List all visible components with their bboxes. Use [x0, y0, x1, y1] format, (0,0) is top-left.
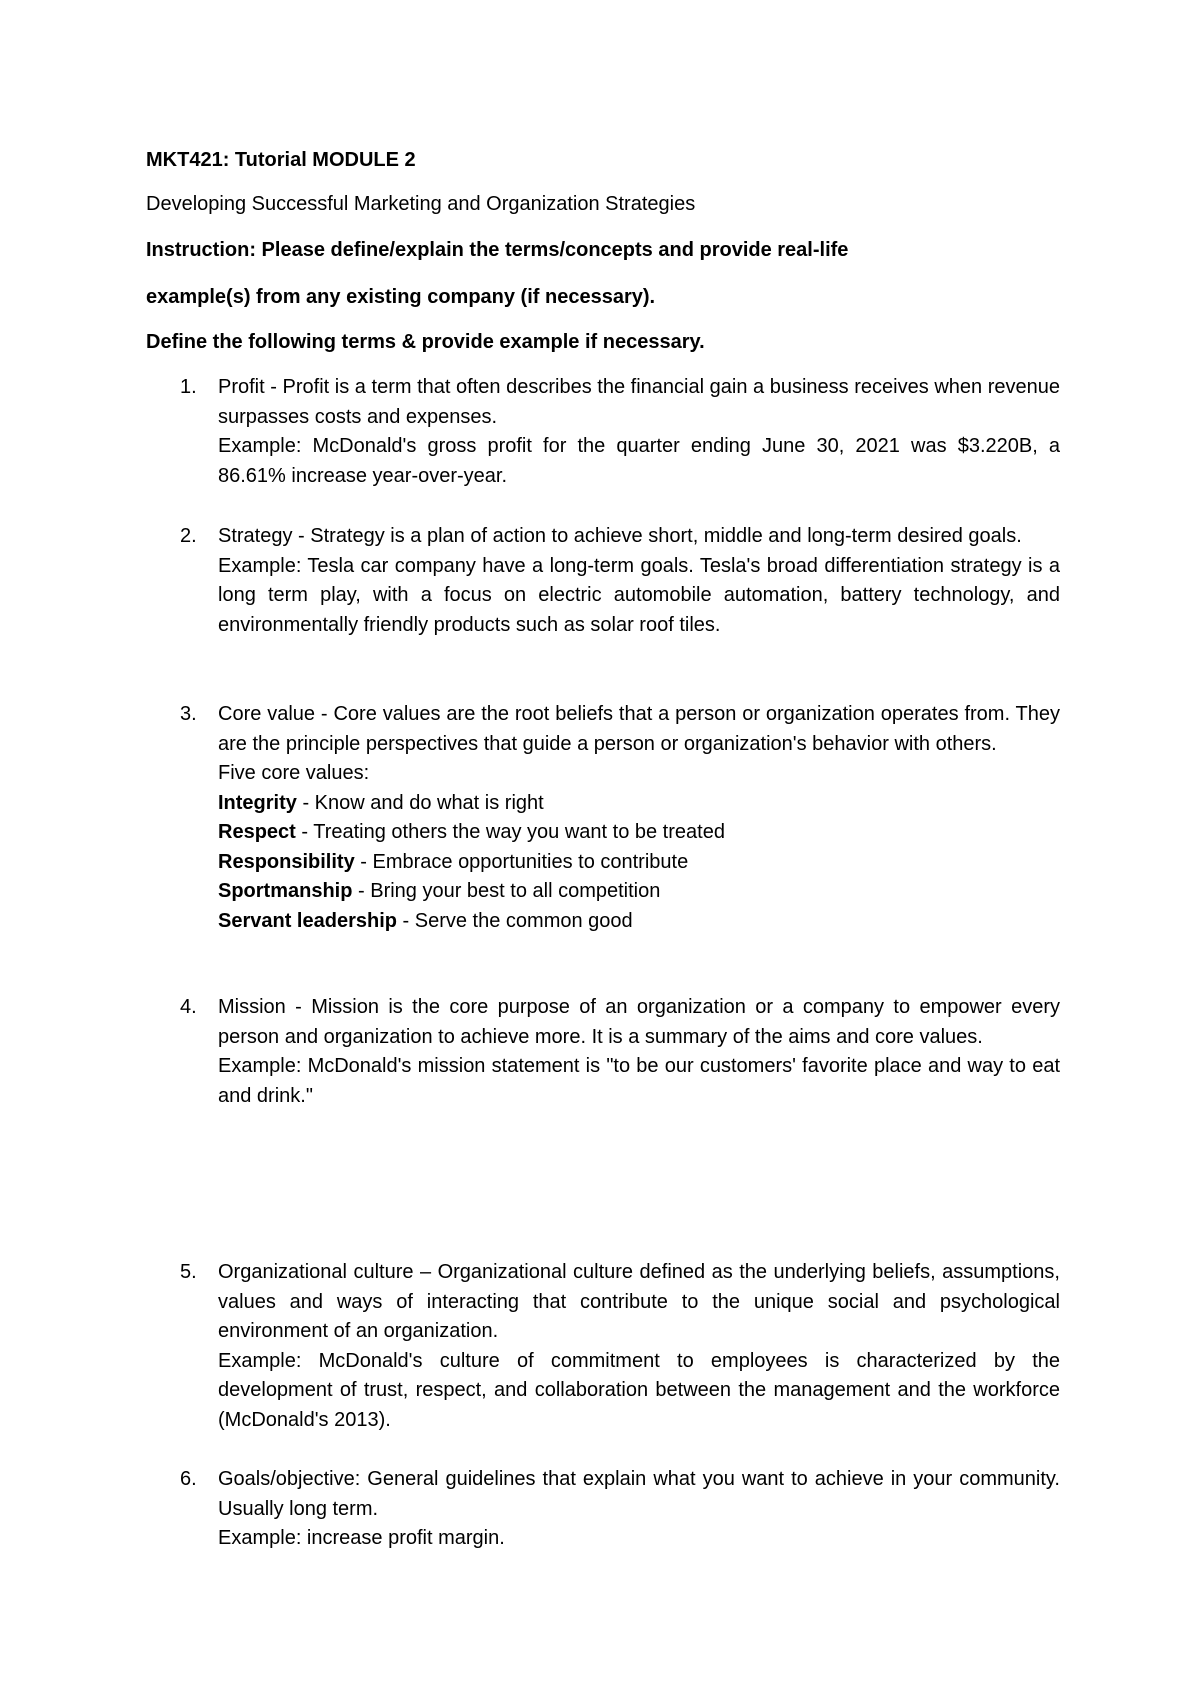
core-value-desc: - Embrace opportunities to contribute: [354, 850, 689, 873]
list-item: [180, 522, 1060, 640]
core-values-heading: Five core values:: [218, 762, 370, 784]
list-item: [180, 1258, 1060, 1435]
core-value-desc: - Know and do what is right: [296, 791, 544, 814]
item-definition: Goals/objective: General guidelines that explain what you want to achieve in your community. Usually long term.: [218, 1468, 1060, 1520]
item-definition: Profit - Profit is a term that often describes the financial gain a business receives when revenue surpasses costs and expenses.: [218, 376, 1060, 428]
item-number: 6.: [180, 1468, 197, 1490]
item-number: 4.: [180, 996, 197, 1018]
list-item: [180, 1465, 1060, 1554]
item-number: 5.: [180, 1261, 197, 1283]
core-value-term: Servant leadership: [218, 909, 397, 932]
list-item: [180, 373, 1060, 491]
list-item: [180, 993, 1060, 1111]
item-definition: Organizational culture – Organizational culture defined as the underlying beliefs, assumptions, values and ways of interacting that contribute to the unique social and psychological environment of an organization.: [218, 1261, 1060, 1342]
core-value-term: Responsibility: [218, 850, 355, 873]
core-value-term: Integrity: [218, 791, 297, 814]
item-example: Example: McDonald's gross profit for the quarter ending June 30, 2021 was $3.220B, a 86.61% increase year-over-year.: [218, 435, 1060, 487]
item-definition: Mission - Mission is the core purpose of an organization or a company to empower every person and organization to achieve more. It is a summary of the aims and core values.: [218, 996, 1060, 1048]
core-value-responsibility: [218, 848, 1060, 878]
core-value-servant-leadership: [218, 907, 1060, 937]
item-number: 2.: [180, 525, 197, 547]
document-title: MKT421: Tutorial MODULE 2: [146, 149, 416, 171]
core-value-desc: - Serve the common good: [396, 909, 633, 932]
core-value-respect: [218, 818, 1060, 848]
item-example: Example: increase profit margin.: [218, 1527, 505, 1549]
define-heading: Define the following terms & provide example if necessary.: [146, 331, 705, 353]
core-value-integrity: [218, 789, 1060, 819]
item-number: 3.: [180, 703, 197, 725]
instruction-line-1: Instruction: Please define/explain the terms/concepts and provide real-life: [146, 239, 849, 261]
item-definition: Strategy - Strategy is a plan of action to achieve short, middle and long-term desired goals.: [218, 525, 1022, 547]
document-subtitle: Developing Successful Marketing and Organization Strategies: [146, 193, 696, 215]
core-value-term: Respect: [218, 821, 296, 843]
core-value-desc: - Bring your best to all competition: [352, 880, 661, 902]
item-definition: Core value - Core values are the root beliefs that a person or organization operates from. They are the principle perspectives that guide a person or organization's behavior with others.: [218, 703, 1060, 755]
list-item: [180, 700, 1060, 936]
item-number: 1.: [180, 376, 197, 398]
item-example: Example: McDonald's culture of commitment to employees is characterized by the development of trust, respect, and collaboration between the management and the workforce (McDonald's 2013).: [218, 1349, 1060, 1431]
core-value-sportmanship: [218, 877, 1060, 907]
core-value-desc: - Treating others the way you want to be treated: [295, 821, 725, 843]
item-example: Example: Tesla car company have a long-term goals. Tesla's broad differentiation strategy is a long term play, with a focus on electric automobile automation, battery technology, and environmentally friendly products such as solar roof tiles.: [218, 554, 1060, 636]
instruction-line-2: example(s) from any existing company (if necessary).: [146, 286, 656, 308]
item-example: Example: McDonald's mission statement is "to be our customers' favorite place and way to eat and drink.": [218, 1055, 1060, 1107]
core-value-term: Sportmanship: [218, 880, 353, 902]
